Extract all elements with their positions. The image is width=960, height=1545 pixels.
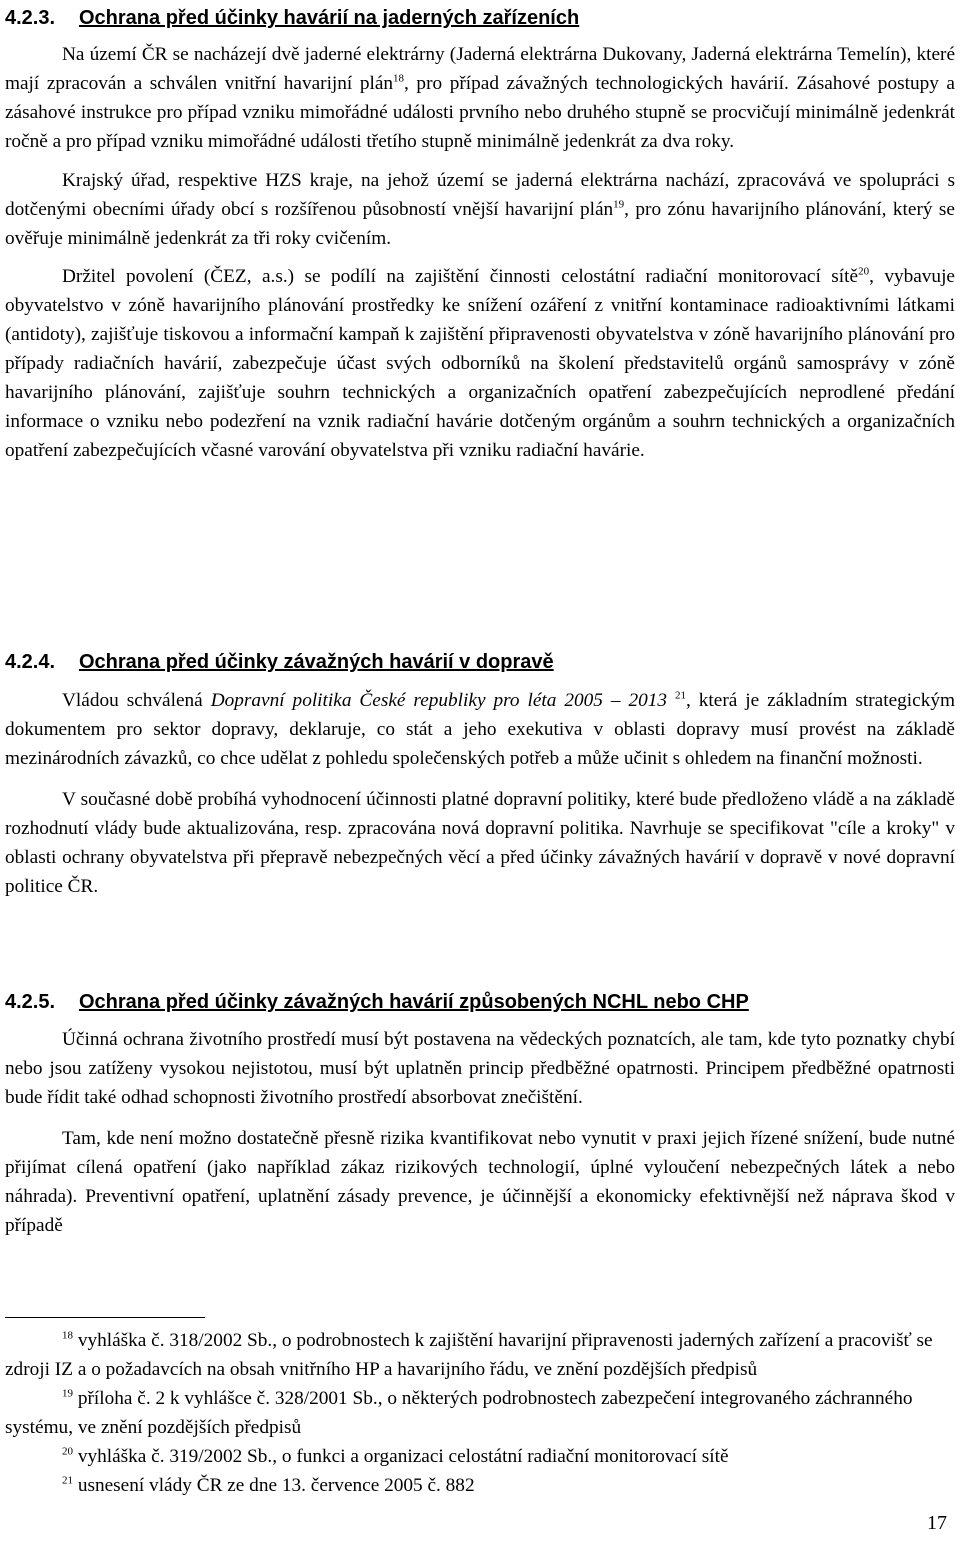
- paragraph-text: Krajský úřad, respektive HZS kraje, na jehož území se jaderná elektrárna nachází, zpracovává ve spolupráci s dotčenými obecními úřady obcí s rozšířenou působností vnější havarijní plán: [5, 170, 955, 220]
- footnote-number: 18: [62, 1329, 73, 1342]
- footnote-text: příloha č. 2 k vyhlášce č. 328/2001 Sb., o některých podrobnostech zabezpečení integrovaného záchranného systému, ve znění pozdějších předpisů: [5, 1388, 913, 1438]
- section-number: 4.2.5.: [5, 991, 56, 1013]
- footnote-ref: 20: [858, 265, 870, 278]
- footnote-text: usnesení vlády ČR ze dne 13. července 2005 č. 882: [77, 1475, 475, 1496]
- paragraph: Účinná ochrana životního prostředí musí být postavena na vědeckých poznatcích, ale tam, kde tyto poznatky chybí nebo jsou zatíženy vysokou nejistotou, musí být uplatněn princip předběžné opatrnosti. Principem předběžné opatrnosti bude řídit také odhad schopnosti životního prostředí absorbovat znečištění.: [5, 1029, 955, 1108]
- document-title: Dopravní politika České republiky pro léta 2005 – 2013: [210, 690, 668, 711]
- footnote-text: vyhláška č. 318/2002 Sb., o podrobnostech k zajištění havarijní připravenosti jaderných zařízení a pracovišť se zdroji IZ a o požadavcích na obsah vnitřního HP a havarijního řádu, ve znění pozdějších předpisů: [5, 1330, 933, 1380]
- page-number: 17: [927, 1512, 947, 1534]
- paragraph-text: , která je základním strategickým dokumentem pro sektor dopravy, deklaruje, co stát a jeho exekutiva v oblasti dopravy musí provést na základě mezinárodních závazků, co chce udělat z pohledu společenských potřeb a může učinit s ohledem na finanční možnosti.: [5, 690, 955, 769]
- footnote-ref: 21: [675, 689, 686, 702]
- paragraph-text: , vybavuje obyvatelstvo v zóně havarijního plánování prostředky ke snížení ozáření z vnitřní kontaminace radioaktivními látkami (antidoty), zajišťuje tiskovou a informační kampaň k zajištění připravenosti obyvatelstva v zóně havarijního plánování pro případy radiačních havárií, zabezpečuje účast svých odborníků na školení představitelů orgánů samosprávy v zóně havarijního plánování, zajišťuje souhrn technických a organizačních opatření zabezpečujících neprodlené předání informace o vzniku nebo podezření na vznik radiační havárie dotčeným orgánům a souhrn technických a organizačních opatření zabezpečujících včasné varování obyvatelstva při vzniku radiační havárie.: [5, 266, 955, 461]
- footnote: [5, 1442, 955, 1471]
- paragraph-text: , pro zónu havarijního plánování, který se ověřuje minimálně jedenkrát za tři roky cvičením.: [5, 199, 955, 249]
- footnote-number: 21: [62, 1474, 73, 1487]
- section-body-4-2-4: [5, 686, 955, 901]
- section-title: Ochrana před účinky závažných havárií způsobených NCHL nebo CHP: [79, 991, 749, 1013]
- footnote-ref: 18: [393, 72, 405, 85]
- section-body-4-2-3: [5, 40, 955, 465]
- footnotes: [5, 1326, 955, 1500]
- section-number: 4.2.3.: [5, 7, 56, 29]
- paragraph: V současné době probíhá vyhodnocení účinnosti platné dopravní politiky, které bude předloženo vládě a na základě rozhodnutí vlády bude aktualizována, resp. zpracována nová dopravní politika. Navrhuje se specifikovat "cíle a kroky" v oblasti ochrany obyvatelstva při přepravě nebezpečných věcí a před účinky závažných havárií v dopravě v nové dopravní politice ČR.: [5, 789, 955, 897]
- footnote: [5, 1384, 955, 1442]
- paragraph-text: Držitel povolení (ČEZ, a.s.) se podílí na zajištění činnosti celostátní radiační monitorovací sítě: [62, 266, 859, 287]
- footnote-number: 19: [62, 1387, 73, 1400]
- footnote-number: 20: [62, 1445, 73, 1458]
- section-title: Ochrana před účinky havárií na jaderných zařízeních: [79, 7, 580, 29]
- section-heading-4-2-3: [5, 4, 579, 32]
- paragraph: [5, 166, 955, 253]
- section-body-4-2-5: [5, 1025, 955, 1240]
- paragraph-text: , pro případ závažných technologických havárií. Zásahové postupy a zásahové instrukce pro případ vzniku mimořádné události prvního nebo druhého stupně se procvičují minimálně jedenkrát ročně a pro případ vzniku mimořádné události třetího stupně minimálně jedenkrát za dva roky.: [5, 73, 955, 152]
- paragraph: [5, 686, 955, 773]
- paragraph-text: Vládou schválená: [62, 690, 211, 711]
- section-title: Ochrana před účinky závažných havárií v dopravě: [79, 651, 554, 673]
- paragraph: [5, 262, 955, 465]
- paragraph: Tam, kde není možno dostatečně přesně rizika kvantifikovat nebo vynutit v praxi jejich řízené snížení, bude nutné přijímat cílená opatření (jako například zákaz rizikových technologií, úplné vyloučení nebezpečných látek a nebo náhrada). Preventivní opatření, uplatnění zásady prevence, je účinnější a ekonomicky efektivnější než náprava škod v případě: [5, 1128, 955, 1236]
- footnote: [5, 1326, 955, 1384]
- footnote-ref: 19: [613, 198, 625, 211]
- section-heading-4-2-5: [5, 988, 749, 1016]
- paragraph-text: Na území ČR se nacházejí dvě jaderné elektrárny (Jaderná elektrárna Dukovany, Jaderná elektrárna Temelín), které mají zpracován a schválen vnitřní havarijní plán: [5, 44, 955, 94]
- section-heading-4-2-4: [5, 648, 554, 676]
- footnote-separator: [5, 1317, 205, 1318]
- paragraph: [5, 40, 955, 156]
- section-number: 4.2.4.: [5, 651, 56, 673]
- footnote-text: vyhláška č. 319/2002 Sb., o funkci a organizaci celostátní radiační monitorovací sítě: [77, 1446, 729, 1467]
- footnote: [5, 1471, 955, 1500]
